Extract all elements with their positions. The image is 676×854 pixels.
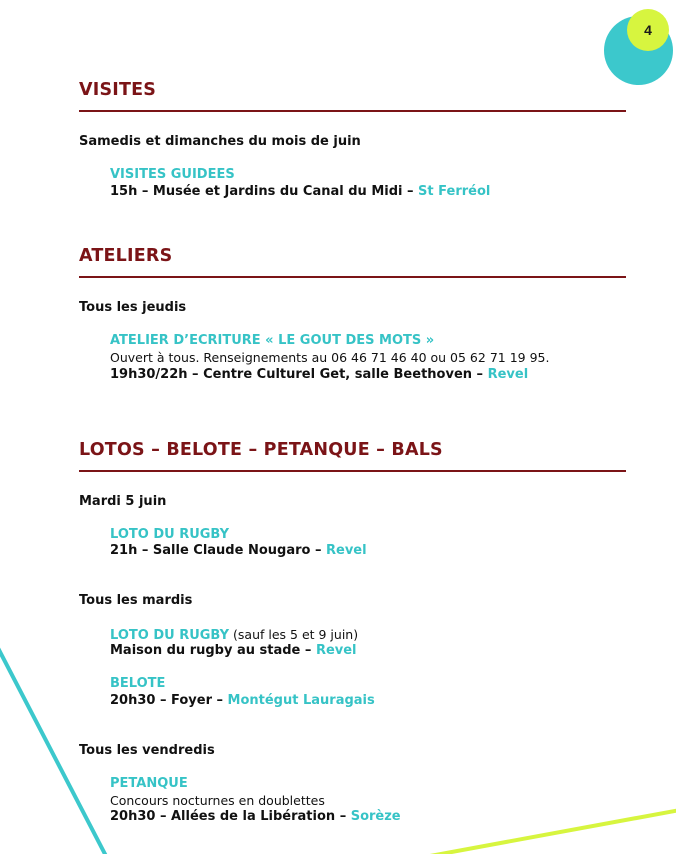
event-date: Tous les vendredis	[79, 743, 215, 758]
event-detail: Ouvert à tous. Renseignements au 06 46 71 46 40 ou 05 62 71 19 95.	[110, 350, 550, 365]
event-name: PETANQUE	[110, 776, 188, 791]
page-number-badge	[627, 9, 669, 51]
event-detail: Concours nocturnes en doublettes	[110, 793, 325, 808]
section-title: VISITES	[79, 80, 157, 100]
section-divider	[79, 276, 626, 278]
event-name: VISITES GUIDEES	[110, 167, 235, 182]
event-name: ATELIER D’ECRITURE « LE GOUT DES MOTS »	[110, 333, 435, 348]
event-name: BELOTE	[110, 676, 166, 691]
page-number: 4	[644, 22, 652, 38]
event-town: Montégut Lauragais	[227, 693, 375, 708]
section-ateliers	[79, 245, 626, 278]
section-divider	[79, 470, 626, 472]
lime-diagonal-line	[430, 810, 676, 854]
event-town: Revel	[315, 643, 357, 658]
event-town: Sorèze	[350, 809, 401, 824]
event-date: Samedis et dimanches du mois de juin	[79, 134, 361, 149]
section-title: ATELIERS	[79, 246, 173, 266]
event-time-place-text: Maison du rugby au stade –	[110, 643, 316, 658]
event-time-place	[110, 642, 357, 659]
event-time-place	[110, 808, 401, 825]
event-name: LOTO DU RUGBY	[110, 628, 230, 643]
section-lotos	[79, 439, 626, 472]
event-date: Tous les mardis	[79, 593, 193, 608]
section-divider	[79, 110, 626, 112]
event-date: Tous les jeudis	[79, 300, 187, 315]
event-town: St Ferréol	[418, 184, 491, 199]
event-date: Mardi 5 juin	[79, 494, 167, 509]
event-time-place-text: 20h30 – Allées de la Libération –	[110, 809, 351, 824]
event-time-place	[110, 542, 367, 559]
event-town: Revel	[326, 543, 367, 558]
event-time-place-text: 19h30/22h – Centre Culturel Get, salle Beethoven –	[110, 367, 488, 382]
event-time-place	[110, 183, 490, 200]
section-visites	[79, 79, 626, 112]
event-town: Revel	[487, 367, 529, 382]
event-note: (sauf les 5 et 9 juin)	[229, 627, 359, 642]
event-time-place	[110, 692, 375, 709]
event-time-place	[110, 366, 528, 383]
event-time-place-text: 15h – Musée et Jardins du Canal du Midi –	[110, 184, 419, 199]
section-title: LOTOS – BELOTE – PETANQUE – BALS	[79, 440, 443, 460]
event-name: LOTO DU RUGBY	[110, 527, 230, 542]
event-time-place-text: 20h30 – Foyer –	[110, 693, 228, 708]
event-time-place-text: 21h – Salle Claude Nougaro –	[110, 543, 326, 558]
